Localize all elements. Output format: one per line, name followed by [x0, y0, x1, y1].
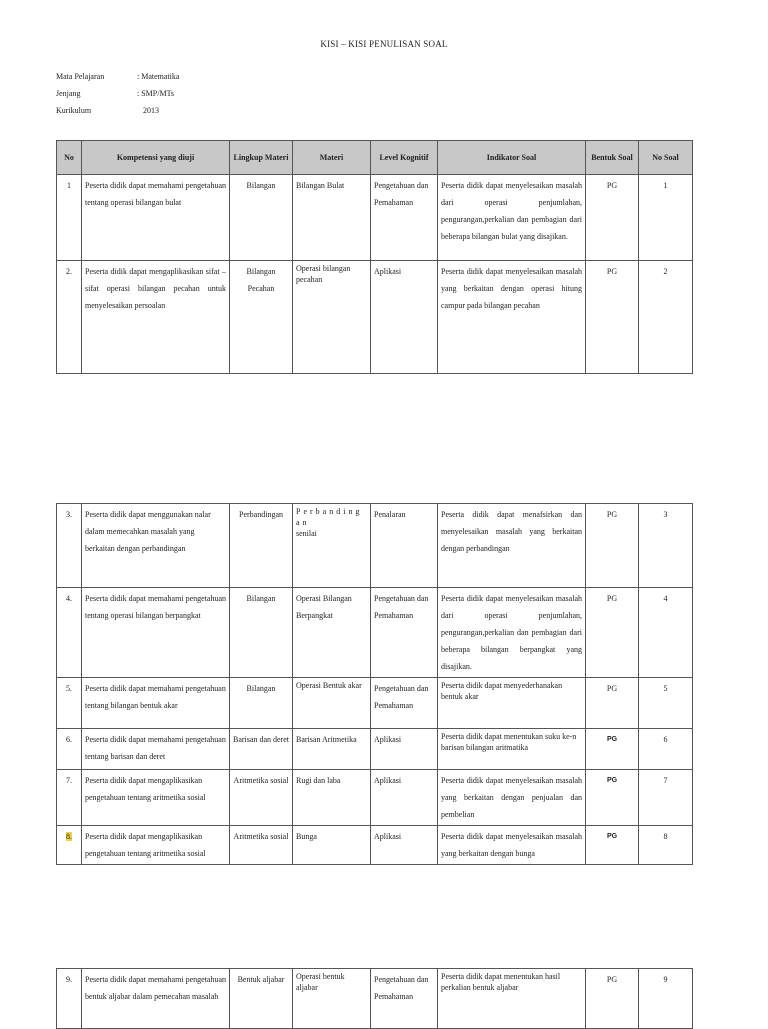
cell-indikator: Peserta didik dapat menyelesaikan masalah yang berkaitan dengan penjualan dan pembelian [438, 770, 586, 826]
table-row [57, 969, 693, 1029]
cell-materi: Operasi bentuk aljabar [293, 969, 371, 1029]
table-row [57, 588, 693, 678]
cell-materi: Operasi Bilangan Berpangkat [293, 588, 371, 678]
meta-value: : Matematika [137, 72, 180, 81]
cell-indikator: Peserta didik dapat menyelesaikan masalah dari operasi penjumlahan, pengurangan,perkalian dan pembagian dari beberapa bilangan berpangkat yang disajikan. [438, 588, 586, 678]
header-no: No [57, 141, 82, 175]
cell-lingkup: Bilangan [230, 678, 293, 729]
header-lingkup: Lingkup Materi [230, 141, 293, 175]
meta-value: 2013 [143, 106, 159, 115]
cell-lingkup: Bentuk aljabar [230, 969, 293, 1029]
header-nosoal: No Soal [639, 141, 693, 175]
cell-nosoal: 5 [639, 678, 693, 729]
cell-nosoal: 2 [639, 261, 693, 374]
cell-bentuk: PG [586, 770, 639, 826]
cell-indikator: Peserta didik dapat menyelesaikan masalah yang berkaitan dengan operasi hitung campur pada bilangan pecahan [438, 261, 586, 374]
cell-lingkup: Aritmetika sosial [230, 770, 293, 826]
meta-key: Mata Pelajaran [56, 72, 105, 81]
cell-materi [293, 504, 371, 588]
cell-indikator: Peserta didik dapat menyelesaikan masalah yang berkaitan dengan bunga [438, 826, 586, 865]
cell-kompetensi: Peserta didik dapat mengaplikasikan pengetahuan tentang aritmetika sosial [82, 770, 230, 826]
cell-level: Aplikasi [371, 770, 438, 826]
materi-spaced: Perbandingan [296, 507, 363, 527]
cell-materi: Rugi dan laba [293, 770, 371, 826]
materi-rest: senilai [296, 529, 317, 538]
highlighted-number: 8. [66, 832, 72, 841]
cell-materi: Operasi bilangan pecahan [293, 261, 371, 374]
cell-lingkup: Perbandingan [230, 504, 293, 588]
cell-level: Pengetahuan dan Pemahaman [371, 175, 438, 261]
meta-key: Kurikulum [56, 106, 92, 115]
table-row [57, 678, 693, 729]
cell-bentuk: PG [586, 826, 639, 865]
cell-materi: Barisan Aritmetika [293, 729, 371, 770]
table-row [57, 175, 693, 261]
cell-no [57, 826, 82, 865]
table-row [57, 504, 693, 588]
cell-bentuk: PG [586, 588, 639, 678]
cell-lingkup: Aritmetika sosial [230, 826, 293, 865]
cell-no: 3. [57, 504, 82, 588]
cell-no: 6. [57, 729, 82, 770]
cell-nosoal: 6 [639, 729, 693, 770]
cell-lingkup: Bilangan Pecahan [230, 261, 293, 374]
cell-kompetensi: Peserta didik dapat memahami pengetahuan tentang bilangan bentuk akar [82, 678, 230, 729]
cell-indikator: Peserta didik dapat menentukan suku ke-n barisan bilangan aritmatika [438, 729, 586, 770]
cell-kompetensi: Peserta didik dapat mengaplikasikan sifat – sifat operasi bilangan pecahan untuk menyelesaikan persoalan [82, 261, 230, 374]
cell-kompetensi: Peserta didik dapat memahami pengetahuan tentang operasi bilangan bulat [82, 175, 230, 261]
table-row [57, 770, 693, 826]
cell-lingkup: Bilangan [230, 175, 293, 261]
cell-indikator: Peserta didik dapat menentukan hasil perkalian bentuk aljabar [438, 969, 586, 1029]
cell-materi: Bunga [293, 826, 371, 865]
cell-nosoal: 7 [639, 770, 693, 826]
cell-bentuk: PG [586, 678, 639, 729]
cell-level: Aplikasi [371, 261, 438, 374]
cell-nosoal: 3 [639, 504, 693, 588]
table-row [57, 729, 693, 770]
cell-bentuk: PG [586, 175, 639, 261]
cell-nosoal: 8 [639, 826, 693, 865]
table-row [57, 826, 693, 865]
cell-nosoal: 9 [639, 969, 693, 1029]
cell-bentuk: PG [586, 969, 639, 1029]
cell-kompetensi: Peserta didik dapat mengaplikasikan pengetahuan tentang aritmetika sosial [82, 826, 230, 865]
cell-level: Aplikasi [371, 729, 438, 770]
document-title: KISI – KISI PENULISAN SOAL [320, 39, 448, 49]
header-indikator: Indikator Soal [438, 141, 586, 175]
cell-materi: Operasi Bentuk akar [293, 678, 371, 729]
cell-level: Aplikasi [371, 826, 438, 865]
cell-no: 9. [57, 969, 82, 1029]
cell-level: Pengetahuan dan Pemahaman [371, 588, 438, 678]
header-bentuk: Bentuk Soal [586, 141, 639, 175]
cell-kompetensi: Peserta didik dapat memahami pengetahuan bentuk aljabar dalam pemecahan masalah [82, 969, 230, 1029]
cell-lingkup: Barisan dan deret [230, 729, 293, 770]
grid-table-3 [56, 968, 693, 1029]
cell-bentuk: PG [586, 729, 639, 770]
header-kompetensi: Kompetensi yang diuji [82, 141, 230, 175]
cell-bentuk: PG [586, 504, 639, 588]
cell-level: Pengetahuan dan Pemahaman [371, 678, 438, 729]
cell-indikator: Peserta didik dapat menyelesaikan masalah dari operasi penjumlahan, pengurangan,perkalian dan pembagian dari beberapa bilangan bulat yang disajikan. [438, 175, 586, 261]
grid-table-2 [56, 503, 693, 865]
table-row [57, 261, 693, 374]
meta-key: Jenjang [56, 89, 81, 98]
cell-nosoal: 4 [639, 588, 693, 678]
cell-nosoal: 1 [639, 175, 693, 261]
cell-kompetensi: Peserta didik dapat menggunakan nalar dalam memecahkan masalah yang berkaitan dengan perbandingan [82, 504, 230, 588]
header-row [57, 141, 693, 175]
cell-bentuk: PG [586, 261, 639, 374]
cell-kompetensi: Peserta didik dapat memahami pengetahuan tentang barisan dan deret [82, 729, 230, 770]
header-level: Level Kognitif [371, 141, 438, 175]
cell-no: 1 [57, 175, 82, 261]
cell-level: Penalaran [371, 504, 438, 588]
cell-no: 7. [57, 770, 82, 826]
meta-value: : SMP/MTs [137, 89, 175, 98]
header-materi: Materi [293, 141, 371, 175]
cell-no: 4. [57, 588, 82, 678]
cell-indikator: Peserta didik dapat menafsirkan dan menyelesaikan masalah yang berkaitan dengan perbandingan [438, 504, 586, 588]
cell-materi: Bilangan Bulat [293, 175, 371, 261]
grid-table-1 [56, 140, 693, 374]
cell-level: Pengetahuan dan Pemahaman [371, 969, 438, 1029]
cell-no: 5. [57, 678, 82, 729]
cell-kompetensi: Peserta didik dapat memahami pengetahuan tentang operasi bilangan berpangkat [82, 588, 230, 678]
cell-lingkup: Bilangan [230, 588, 293, 678]
cell-no: 2. [57, 261, 82, 374]
cell-indikator: Peserta didik dapat menyederhanakan bentuk akar [438, 678, 586, 729]
